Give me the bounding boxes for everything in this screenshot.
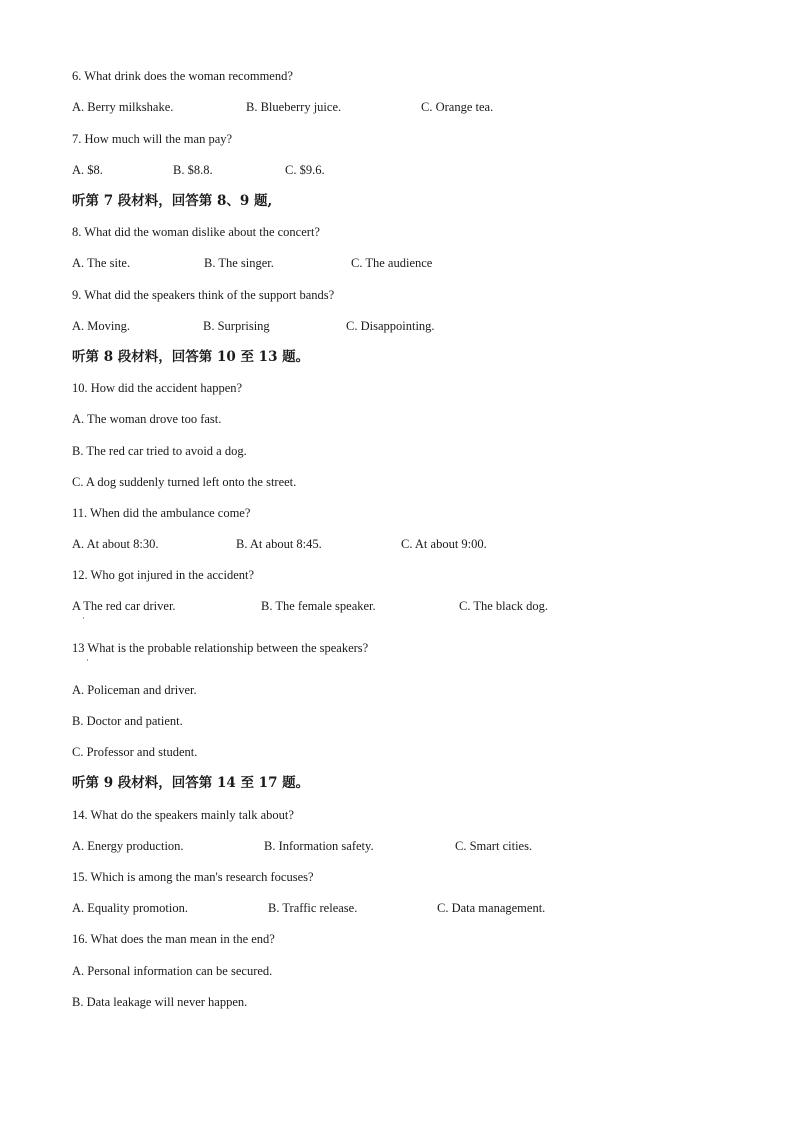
question-13-stem: 13 What is the probable relationship between the speakers? [72, 641, 369, 655]
option-c: C. Smart cities. [455, 839, 533, 853]
question-13-option-b: B. Doctor and patient. [72, 714, 183, 728]
option-c: C. $9.6. [285, 163, 325, 177]
option-b: B. Blueberry juice. [246, 100, 342, 114]
question-12-stem: 12. Who got injured in the accident? [72, 568, 255, 582]
option-b: B. Traffic release. [268, 901, 358, 915]
question-16-option-a: A. Personal information can be secured. [72, 964, 273, 978]
question-16-stem: 16. What does the man mean in the end? [72, 932, 275, 946]
question-6-stem: 6. What drink does the woman recommend? [72, 69, 293, 83]
section-9-heading: 听第 9 段材料，回答第 14 至 17 题。 [72, 775, 310, 791]
option-c: C. At about 9:00. [401, 537, 487, 551]
stray-dot-mark: · [86, 655, 89, 665]
option-b: B. Surprising [203, 319, 270, 333]
option-a: A. Energy production. [72, 839, 184, 853]
option-a: A. Moving. [72, 319, 130, 333]
option-a: A. At about 8:30. [72, 537, 159, 551]
option-a: A. The site. [72, 256, 131, 270]
question-9-stem: 9. What did the speakers think of the support bands? [72, 288, 335, 302]
option-b: B. The female speaker. [261, 599, 376, 613]
option-a: A. $8. [72, 163, 103, 177]
question-13-option-a: A. Policeman and driver. [72, 683, 197, 697]
question-16-option-b: B. Data leakage will never happen. [72, 995, 248, 1009]
question-10-option-a: A. The woman drove too fast. [72, 412, 222, 426]
question-14-stem: 14. What do the speakers mainly talk about? [72, 808, 294, 822]
option-b: B. Information safety. [264, 839, 374, 853]
option-a: A The red car driver. [72, 599, 176, 613]
question-10-option-b: B. The red car tried to avoid a dog. [72, 444, 247, 458]
question-10-option-c: C. A dog suddenly turned left onto the street. [72, 475, 297, 489]
option-b: B. $8.8. [173, 163, 213, 177]
stray-dot-mark: · [82, 613, 85, 623]
section-7-heading: 听第 7 段材料，回答第 8、9 题, [72, 193, 273, 209]
option-c: C. Orange tea. [421, 100, 494, 114]
option-c: C. The black dog. [459, 599, 548, 613]
question-8-stem: 8. What did the woman dislike about the concert? [72, 225, 320, 239]
option-a: A. Equality promotion. [72, 901, 188, 915]
section-8-heading: 听第 8 段材料，回答第 10 至 13 题。 [72, 349, 310, 365]
option-c: C. The audience [351, 256, 433, 270]
option-c: C. Disappointing. [346, 319, 435, 333]
question-10-stem: 10. How did the accident happen? [72, 381, 243, 395]
question-15-stem: 15. Which is among the man's research focuses? [72, 870, 314, 884]
question-13-option-c: C. Professor and student. [72, 745, 198, 759]
option-c: C. Data management. [437, 901, 546, 915]
option-b: B. The singer. [204, 256, 274, 270]
question-7-stem: 7. How much will the man pay? [72, 132, 233, 146]
option-a: A. Berry milkshake. [72, 100, 174, 114]
question-11-stem: 11. When did the ambulance come? [72, 506, 251, 520]
option-b: B. At about 8:45. [236, 537, 322, 551]
